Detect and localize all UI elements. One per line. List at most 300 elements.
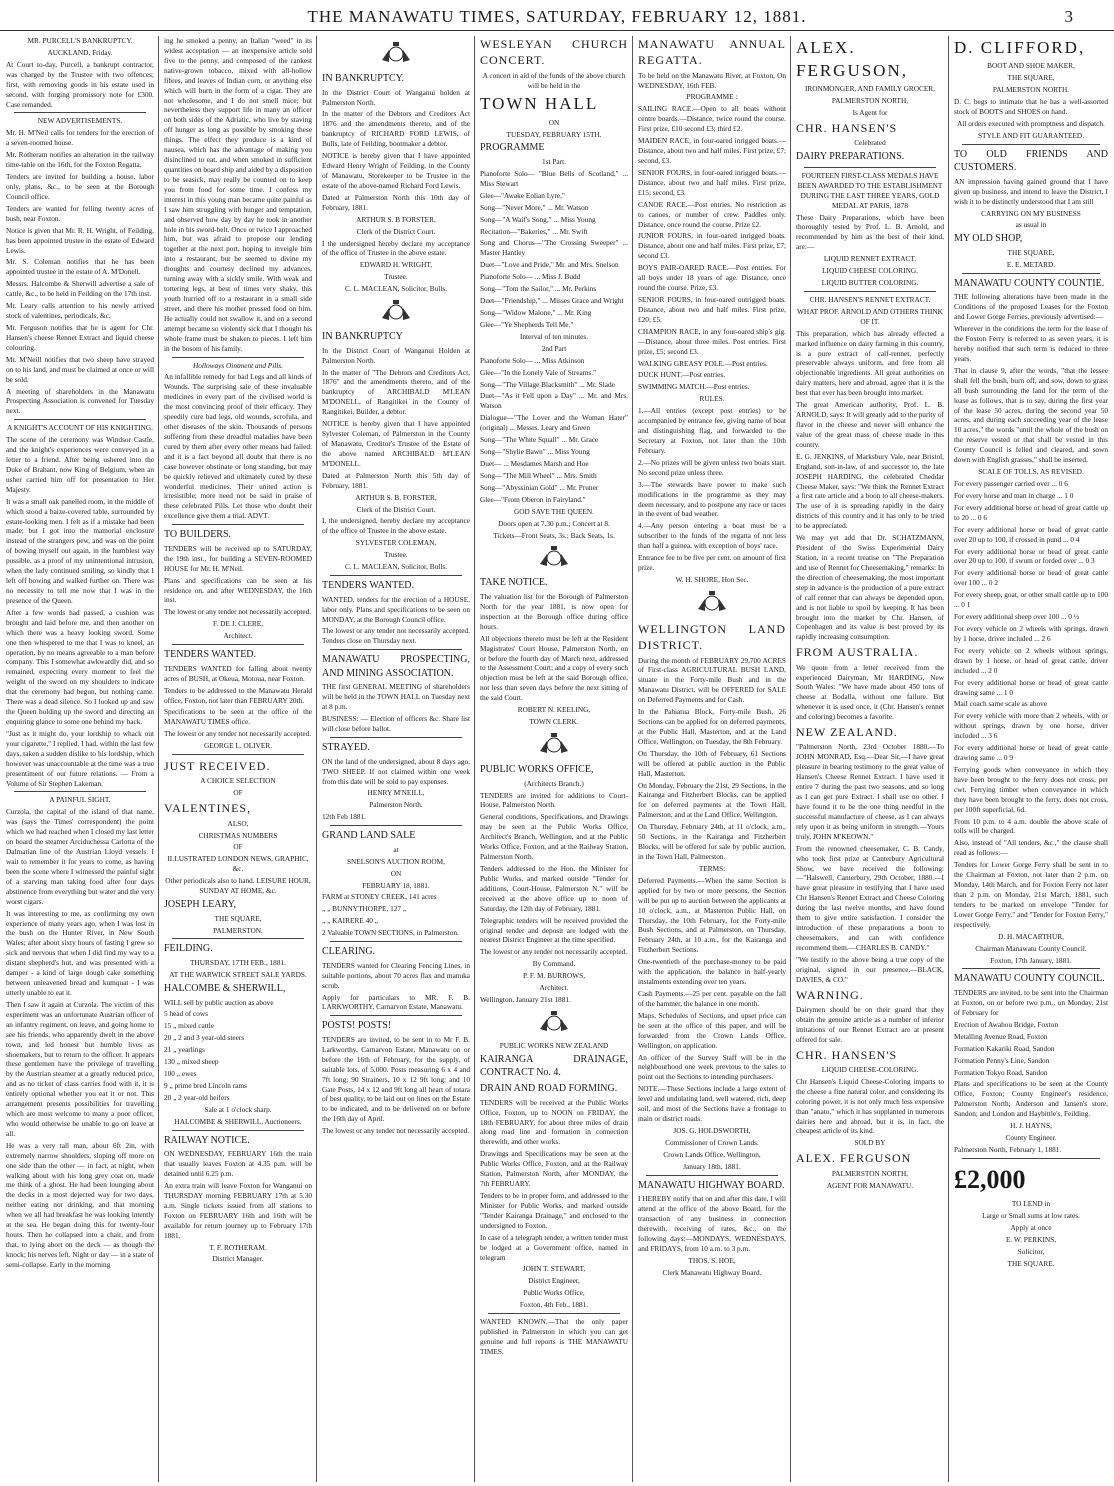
signature: ARTHUR S. B. FORSTER, <box>355 492 437 502</box>
ad-body: Maps, Schedules of Sections, and upset price can be seen at the office of this paper, and will be forwarded from the Crown Lands Office, Wellington, on application. <box>638 1010 786 1050</box>
ad-line: AT THE WARWICK STREET SALE YARDS. <box>169 969 307 979</box>
ad-heading: D. CLIFFORD, <box>954 38 1086 57</box>
ad-body: One-twentieth of the purchase-money to be paid with the application, the balance in half-yearly instalments extending over ten years. <box>638 957 786 987</box>
ad-heading: TENDERS WANTED. <box>322 580 415 592</box>
divider <box>330 737 462 738</box>
article-body: After a few words had passed, a cushion was brought and laid before me, and then another on which there was a heavy looking sword. Some one then whispered to me that I was to kneel, an operation, by no means agreeable to a man before company. This I somewhat awkwardly did, and so remained, expecting every moment to feel the weight of the sword on my shoulders to indicate that the ceremony had begun, but nothing came. There was a dead silence. So I looked up and saw the Queen holding up the sword and directing an enquiring glance to some one behind my back. <box>6 607 154 726</box>
list-item: Song—"The White Squall" ... Mr. Grace <box>480 435 599 445</box>
ad-line: SOLD BY <box>854 1138 886 1148</box>
list-item: SAILING RACE.—Open to all boats without centre boards.—Distance, twice round the course. First prize, £10 second £3; third £2. <box>638 104 786 134</box>
list-item: For every additional horse or head of great cattle drawing same ... 0 9 <box>954 743 1108 763</box>
ad-body: To be held on the Manawatu River, at Foxton, On WEDNESDAY, 16th FEB. <box>638 70 786 90</box>
column-rule <box>632 36 633 1482</box>
signature: District Manager. <box>212 1254 264 1264</box>
list-item: JUNIOR FOURS, in four-oared inrigged boats. Distance, about one and half miles. First prize, £7; second £3. <box>638 231 786 261</box>
list-item: Pianoforte Solo— "Blue Bells of Scotland," ... Miss Stewart <box>480 168 628 188</box>
ad-body: On Thursday, the 10th of February, 61 Sections will be offered at public auction in the Public Hall, Masterton. <box>638 748 786 778</box>
ad-body: On Monday, February the 21st, 29 Sections, in the Kairanga and Fitzherbert Blocks, can be applied for on deferred payments at the Town Hall, Palmerston, and at the Land Office, Wellington. <box>638 780 786 820</box>
royal-crest-icon <box>534 731 574 759</box>
ad-heading: CLEARING. <box>322 946 376 958</box>
signature: EDWARD H. WRIGHT, <box>359 260 433 270</box>
list-item: Pianoforte Solo— ... Miss J. Budd <box>480 272 581 282</box>
ad-line: THURSDAY, 17TH FEB., 1881. <box>190 958 286 968</box>
royal-crest-icon <box>376 298 416 326</box>
signature: P. F. M. BURROWS, <box>522 971 586 981</box>
ad-body: Chr Hansen's Liquid Cheese-Coloring imparts to the cheese a fine natural color, and considering its coloring power, it is not only much less expensive than "anato," which it has supplanted in numerous dairies here and abroad, but it is, in fact, the cheapest article of its kind. <box>796 1076 944 1136</box>
ad-line: TUESDAY, FEBRUARY 15TH. <box>506 129 602 139</box>
ad-body: NOTICE is hereby given that I have appointed Edward Henry Wright of Feilding, in the County of Manawatu, Storekeeper to be Trustee in the estate of the above-named Richard Ford Lewis. <box>322 151 470 190</box>
ad-body: Drawings and Specifications may be seen at the Public Works Office, Foxton, and at the Railway Station, Palmerston North, after MONDAY, the 7th FEBRUARY. <box>480 1149 628 1189</box>
list-item: Song—"Shylie Bawn" ... Miss Young <box>480 447 590 457</box>
list-item: FARM at STONEY CREEK, 141 acres <box>322 892 437 902</box>
signature: C. L. MACLEAN, Solicitor, Bulls. <box>344 284 448 294</box>
list-item: For every additional horse or head of great cattle over 100 ... 0 2 <box>954 568 1108 588</box>
ad-heading: MANAWATU COUNTY COUNCIL. <box>954 973 1105 985</box>
ad-heading: CHR. HANSEN'S <box>796 120 898 135</box>
divider <box>14 791 146 792</box>
page-number: 3 <box>1064 7 1074 26</box>
signature: HENRY M'NEILL, <box>367 788 425 798</box>
ad-heading: DAIRY PREPARATIONS. <box>796 151 905 163</box>
column-rule <box>158 36 159 1482</box>
signature: Architect. <box>539 983 569 993</box>
signature: D. H. MACARTHUR, <box>998 931 1064 941</box>
list-item: Glee—"From Oberon in Fairyland." <box>480 494 586 504</box>
ad-line: All orders executed with promptness and dispatch. <box>957 118 1105 128</box>
divider <box>804 291 936 292</box>
ad-body: The valuation list for the Borough of Palmerston North for the year 1881, is now open for inspection at the Borough office during office hours. <box>480 592 628 631</box>
ad-body: During the month of FEBRUARY 29,700 ACRES of First-class AGRICULTURAL BUSH LAND, situate in the Forty-mile Bush and in the Manawatu District, will be OFFERED for SALE on Deferred Payments and for Cash. <box>638 655 786 705</box>
list-item: Song and Chorus—"The Crossing Sweeper" ... Master Hantley <box>480 238 628 258</box>
ad-heading: TO BUILDERS. <box>164 529 232 541</box>
signature: Clerk of the District Court. <box>356 226 436 236</box>
ad-line: (Architects Branch.) <box>524 778 584 788</box>
list-item: SENIOR FOURS, in four-oared outrigged boats. Distance, about two and half miles. First prize, £20; £5. <box>638 294 786 324</box>
ad-line: A concert in aid of the funds of the above church will be held in the <box>482 70 626 90</box>
ad-body: These Dairy Preparations, which have been thoroughly tested by Prof. L. B. Arnold, and recommended by him as the best of their kind, are:— <box>796 212 944 252</box>
ad-body: Tenders to be addressed to the Manawatu Herald office, Foxton, not later than FEBRUARY 20th. <box>164 685 312 705</box>
list-item: Formation Tokyo Road, Sandon <box>954 1067 1048 1077</box>
list-item: For every vehicle on 2 wheels without springs, drawn by 1 horse, or head of great cattle, driver included ... 2 0 <box>954 645 1108 675</box>
ad-body: TENDERS will be received up to SATURDAY, the 19th inst., for building a SEVEN-ROOMED HOUSE for Mr. H. M'Neil. <box>164 543 312 573</box>
column-rule <box>790 36 791 1482</box>
divider <box>172 1130 304 1131</box>
list-item: Mail coach same scale as above <box>954 699 1047 709</box>
ad-line: as usual in <box>1015 220 1047 230</box>
list-item: Glee—"In the Lonely Vale of Streams." <box>480 367 597 377</box>
ad-line: FOURTEEN FIRST-CLASS MEDALS HAVE BEEN AWARDED TO THE ESTABLISHMENT DURING THE LAST THREE YEARS, GOLD MEDAL AT PARIS, 1878 <box>797 170 943 210</box>
section-heading: TERMS: <box>698 863 726 873</box>
divider <box>172 357 304 358</box>
ad-body: Dated at Palmerston North this 5th day of February, 1881. <box>322 470 470 490</box>
ad-body: E. G. JENKINS, of Marksbury Vale, near Bristol, England, son-in-law, of and successor to, the late JOSEPH HARDING, the celebrated Cheddar Cheese Maker, says: "We think the Rennet Extract a first rate article and a boon to all cheese-makers. The use of it is spreading rapidly in the dairy districts of this country and it has only to be tried to be appreciated. <box>796 451 944 531</box>
divider <box>330 825 462 826</box>
divider <box>804 167 936 168</box>
ad-line: PALMERSTON NORTH, <box>831 96 909 106</box>
ad-body: TENDERS are invited, to be sent in to Mr F. B. Larkworthy, Carnarvon Estate, Manawatu on or before the 16th of February, for the supply, of suitable lots, of 5,000. Posts measuring 6 x 4 and 7ft long; 90 Strainers, 10 x 12 9ft long; and 10 Gate Posts, 14 x 12 and 9ft long all heart of totara of best quality, to be laid out on lines on the Estate to be indicated, and to be delivered on or before the 16th day of April. <box>322 1034 470 1124</box>
ad-body: We quote from a letter received from the experienced Dairyman, Mr HARDING, New South Wales: "We have made about 450 tons of cheese at Bodalla, without one failure. But whenever it is used once, it (Chr. Hansen's rennet and coloring) becomes a favorite. <box>796 662 944 722</box>
divider <box>330 941 462 942</box>
ad-body: TENDERS are invited for additions to Court-House, Palmerston North. <box>480 790 628 810</box>
signature: C. L. MACLEAN, Solicitor, Bulls. <box>344 562 448 572</box>
list-item: CANOE RACE.—Post entries. No restriction as to canoes, or number of crew. Paddles only. Distance, once round the course. Prize £2. <box>638 199 786 229</box>
signature: Clerk Manawatu Highway Board. <box>662 1267 762 1277</box>
product-line: LIQUID CHEESE COLORING. <box>822 266 918 276</box>
article-body: The scene of the ceremony was Windsor Castle, and the knight's experiences were conveyed in a letter to a friend. After being ushered into the Duke of Brabant, now King of Belgium, when an usher carried him off for presentation to Her Majesty. <box>6 435 154 494</box>
ad-heading: PUBLIC WORKS OFFICE, <box>480 764 594 776</box>
news-item: Mr. Leary calls attention to his newly arrived stock of valentines, periodicals, &c. <box>6 301 154 321</box>
ad-body: Entrance fee to be five per cent. on amount of first prize. <box>638 553 786 573</box>
ad-body: Plans and specifications can be seen at his residence on, and after WEDNESDAY, the 16th inst. <box>164 575 312 605</box>
ad-line: STYLE AND FIT GUARANTEED. <box>977 130 1085 140</box>
ad-heading: ALEX. FERGUSON <box>796 1151 912 1166</box>
ad-line: Large or Small sums at low rates. <box>982 1211 1080 1221</box>
ad-date: Foxton, 4th Feb., 1881. <box>519 1300 589 1310</box>
ad-body: WANTED, tenders for the erection of a HOUSE, labor only. Plans and specifications to be seen on MONDAY, at the Borough Council office. <box>322 594 470 624</box>
royal-crest-icon <box>534 544 574 572</box>
section-heading: RULES. <box>699 394 725 404</box>
divider <box>330 575 462 576</box>
ad-line: Other periodicals also to hand. LEISURE HOUR, SUNDAY AT HOME, &c. <box>165 876 311 896</box>
divider <box>962 144 1100 145</box>
ad-heading: WARNING. <box>796 987 864 1002</box>
list-item: Glee—"Awake Eolian Lyre," <box>480 190 565 200</box>
ad-heading: WESLEYAN CHURCH CONCERT. <box>480 37 628 68</box>
signature: GEORGE L. OLIVER. <box>203 741 273 751</box>
news-item: A meeting of shareholders in the Manawatu Prospecting Association is convened for Tuesday next. <box>6 386 154 416</box>
list-item: Recitation—"Bakeries," ... Mr. Swift <box>480 226 588 236</box>
ad-body: From 10 p.m. to 4 a.m. double the above scale of tolls will be charged. <box>954 816 1108 836</box>
list-item: 20 „ 2 year-old heifers <box>164 1092 230 1102</box>
ad-body: Also, instead of "All tenders, &c.," the clause shall read as follows:— <box>954 838 1108 858</box>
list-item: For every passenger carried over ... 0 6 <box>954 478 1068 488</box>
ad-body: The great American authority, Prof. L. B. ARNOLD, says: It will greatly add to the purity of flavor in the cheese and never will enhance the value of the great mass of cheese made in this country. <box>796 400 944 449</box>
ad-line: Apply at once <box>1010 1223 1052 1233</box>
ad-heading: WELLINGTON LAND DISTRICT. <box>638 621 786 653</box>
ad-line: LIQUID CHEESE-COLORING. <box>821 1064 919 1074</box>
ad-date: Foxton, 17th January, 1881. <box>990 955 1072 965</box>
ad-body: 4.—Any person entering a boat must be a subscriber to the funds of the regatta of not less than half a guinea, with exception of boys' race. <box>638 521 786 551</box>
ad-body: I the undersigned hereby declare my acceptance of the office of Trustee in the above estate. <box>322 238 470 258</box>
ad-date: January 18th, 1881. <box>683 1161 741 1171</box>
list-item: For every horse and man in charge ... 1 0 <box>954 490 1074 500</box>
list-item: WALKING GREASY POLE.—Post entries. <box>638 358 768 368</box>
ad-body: Dairymen should be on their guard that they obtain the genuine article as a number of inferior imitations of our Rennet Extract are at present offered for sale. <box>796 1004 944 1044</box>
ad-body: In the District Court of Wanganui holden at Palmerston North. <box>322 87 470 107</box>
column-6 <box>796 36 944 1482</box>
list-item: 2 Valuable TOWN SECTIONS, in Palmerston. <box>322 928 459 938</box>
signature: T. F. ROTHERAM. <box>209 1242 267 1252</box>
masthead <box>0 4 1114 31</box>
divider <box>172 754 304 755</box>
divider <box>330 649 462 650</box>
ad-body: Cash Payments.—25 per cent. payable on the fall of the hammer, the balance in one month. <box>638 989 786 1008</box>
ad-body: ON the land of the undersigned, about 8 days ago, TWO SHEEP. If not claimed within one week from this date will be sold to pay expenses. <box>322 756 470 786</box>
article-body: Curzola, the capital of the island of that name, was (says the Times' correspondent) the point which we had reached when I closed my last letter on board the steamer Arciduchessa Carlotta of the Dalmatian line of the Austrian Lloyd vessels. I wait to remember it for years to come, as having been the scene where I witnessed the painful sight of a starving man taking food after four days abstinence from everything but water and the very worst cigars. <box>6 807 154 906</box>
ad-body: This preparation, which has already effected a marked influence on dairy farming in this country, is a pure extract of calf-rennet, perfectly preservable always uniform, and free from all objectionable ingredients. All great authorities on dairy matters, here and abroad, agree that it is the best that ever has been brought into market. <box>796 328 944 398</box>
ad-body: We may yet add that Dr. SCHATZMANN, President of the Swiss Experimental Dairy Station, in a recent treatise on "The Preparation and use of Rennet for Cheesemaking," remarks: In the direction of cheesemaking, the most important step in advance is the production of a pure extract of calf rennet that can always be depended upon, and is not liable to spoil by keeping. It has been brought into the market by Chr. Hansen, of Copenhagen and its value is best proved by its rapidly increasing consumption. <box>796 533 944 642</box>
article-heading: MR. PURCELL'S BANKRUPTCY. <box>27 36 133 45</box>
ad-heading: IN BANKRUPTCY. <box>322 73 405 84</box>
ad-line: WHAT PROF. ARNOLD AND OTHERS THINK OF IT. <box>797 306 943 326</box>
signature: Commissioner of Crown Lands. <box>665 1137 759 1147</box>
ad-body: NOTE.—These Sections include a large extent of level and undulating land, well watered, rich, deep soil, and most of the Sections have a frontage to main or district roads. <box>638 1084 786 1124</box>
ad-line: CHRISTMAS NUMBERS <box>198 830 278 840</box>
ad-line: BOOT AND SHOE MAKER, <box>987 61 1075 71</box>
signature: Crown Lands Office, Wellington, <box>663 1149 761 1159</box>
news-item: Notice is given that Mr. R. H. Wright, of Feilding, has been appointed trustee in the estate of Edward Lewis. <box>6 225 154 255</box>
ad-line: 1st Part. <box>542 157 566 167</box>
ad-body: An extra train will leave Foxton for Wanganui on THURSDAY morning FEBRUARY 17th at 5.30 a.m. Single tickets issued from all stations to Foxton on FEBRUARY 16th and 16th will be available for return journey up to February 17th 1881. <box>164 1181 312 1240</box>
column-3 <box>322 36 470 1482</box>
news-item: Mr. S. Coleman notifies that he has been appointed trustee in the estate of A. M'Donell. <box>6 257 154 277</box>
ad-heading: FEILDING. <box>164 943 213 955</box>
ad-line: Is Agent for <box>852 108 888 118</box>
ad-date: 12th Feb 1881. <box>322 812 366 822</box>
ad-heading: MANAWATU COUNTY COUNTIE. <box>954 277 1105 289</box>
ad-line: Sale at 1 o'clock sharp. <box>204 1104 272 1114</box>
section-heading: SCALE OF TOLLS, AS REVISED. <box>978 467 1084 477</box>
list-item: 21 „ yearlings <box>164 1045 205 1055</box>
signature: THE SQUARE. <box>1007 1258 1055 1268</box>
article-body: It was a small oak panelled room, in the middle of which stood a baize-covered table, surrounded by estate-looking men. I felt as if a mistake had been made; but I got into the mamorial enclosure instead of the strangers pew, and was on the point of bowing myself out again, in the humblest way possible, as a proof of my unintentional intrusion, when the lady continued smiling, so kindly that I left off bowing and walked further on. There was no necessity to tell me now that I was in the presence of the Queen. <box>6 496 154 605</box>
ad-line: TO LEND in <box>1011 1199 1051 1209</box>
signature: W. H. SHORE, Hon Sec. <box>675 574 749 584</box>
ad-line: ON <box>548 117 560 127</box>
divider <box>172 938 304 939</box>
dateline: AUCKLAND, Friday. <box>47 47 113 57</box>
divider <box>488 1313 620 1314</box>
signature: Clerk of the District Court. <box>356 504 436 514</box>
ad-body: WANTED KNOWN.—That the only paper published in Palmerston in which you can get genuine and full reports is THE MANAWATU TIMES. <box>480 1317 628 1356</box>
ad-body: TENDERS WANTED for falling about twenty acres of BUSH, at Okeua, Motoua, near Foxton. <box>164 663 312 683</box>
ad-heading: GRAND LAND SALE <box>322 830 416 842</box>
list-item: Song—"A Waif's Song," ... Miss Young <box>480 214 596 224</box>
article-body: He was a very tall man, about 6ft 2in, with extremely narrow shoulders, sloping off more on one side than the other — in fact, at night, when walking about with his long grey coat on, made me think of a ghost. He had been lounging about the decks in a most dejected way for two days, neither eating nor drinking, and that morning when we all had breakfast he was looking intently at the sea. He began doing this for twenty-four hours. Then he collapsed into a chair, and from that, to lying abort on the deck — as though the knock; his nerves left. Night or day — in a state of semi-collapse. Early in the morning <box>6 1140 154 1269</box>
ad-body: Dated at Palmerston North this 10th day of February, 1881. <box>322 192 470 212</box>
article-body: ing he smoked a penny, an Italian "weed" in its widest acceptation — an inexpensive article sold five to the penny, and composed of the rankest native-grown tobacco, mixed with all-hollow fibres, and leaves of Indian corn, or anything else which will burn in the form of a cigar. They are not wholesome, and I do not smell mice; but nevertheless they support life in many an officer on both sides of the Adriatic, who live by staving off hunger as long as possible by smoking these things. The effect they produce is a kind of nausea, which has the advantage of making you disinclined to eat, and when smoked in sufficient quantities on board ship and aided by a disposition to be seasick, may really be counted on to keep you from food for some time. I confess my interest in this young man became quite painful as I saw him struggling with hunger and temptation, and observed how day by day he took in another hole in his sword-belt. Once or twice I approached him, but was afraid to propose our lending together at the next port, hoping to inveigle him into a restaurant, but he seemed to divine my thoughts and courtesy declined my advances, turning away with a sickly smile. With weak and tottering legs, at best of times very shaky, this youth hurried off to a restaurant in a small side street, and there his mother pressed food on him. He actually could not swallow it, and on a second attempt became so violently sick that I thought his whole frame must be shaken to pieces. I left him in the bosom of his family. <box>164 36 312 353</box>
signature: SYLVESTER COLEMAN, <box>355 538 437 548</box>
article-body: At Court to-day, Purcell, a bankrupt contractor, was charged by the Trustee with two offences; first, with removing goods in his estate used in second, with forging promissory note for £300. Case remanded. <box>6 59 154 109</box>
ad-heading: RAILWAY NOTICE. <box>164 1134 250 1146</box>
ad-body: In the matter of "The Debtors and Creditors Act, 1876" and the amendments thereto, and of the bankruptcy of ARCHIBALD M'LEAN M'DONELL, of Rangitikei in the County of Rangitikei, Builder, a debtor. <box>322 367 470 417</box>
ad-heading: IN BANKRUPTCY <box>322 331 403 343</box>
ad-heading: NEW ZEALAND. <box>796 725 898 740</box>
ad-body: Tenders addressed to the Hon. the Minister for Public Works, and marked outside "Tender for additions, Court-House, Palmerston N." will be received at the above office up to noon of Saturday, the 12th day of February, 1881. <box>480 863 628 913</box>
article-body: It was interesting to me, as confirming my own experience of many years ago, when I was lost in the bush on the Hunter River, in New South Wales; after about sixty hours of fasting I grew so sick and nervous that when I did find my way to a distant shepherd's hut, and was presented with a damper - a kind of large dough cake something between unleavened bread and kumquat - I was utterly unable to eat it. <box>6 908 154 997</box>
ad-body: The lowest or any tender not necessarily accepted. <box>322 1126 470 1136</box>
list-item: Duet—"Friendship," ... Misses Grace and Wright <box>480 296 624 306</box>
royal-crest-icon <box>534 1009 574 1037</box>
signature: F. DE J. CLERE, <box>212 619 264 629</box>
article-body: Then I saw it again at Curzola. The victim of this experiment was an unfortunate Austrian officer of an infantry regiment, on leave, and going home to see his friends, who apparently dwelt in the above town, and led honest but humble lives as shoemakers, but to return to the officer. It appears these gentlemen have the privilege of travelling by the Austrian steamer at a greatly reduced price, and as no ticket of class carries food with it, it is entirely optional whether you eat it or not. This arrangement presents possibilities for travelling which are most welcome to many a poor officer, who would otherwise be unable to go on leave at all. <box>6 999 154 1138</box>
ad-body: I HEREBY notify that on and after this date, I will attend at the office of the above Board, for the transaction of any business in connection therewith, receiving of rates, &c., on the following days:—MONDAYS, WEDNESDAYS, and FRIDAYS, from 10 a.m. to 3 p.m. <box>638 1194 786 1253</box>
ad-line: Celebrated <box>854 138 886 148</box>
list-item: Formation Penny's Line, Sandon <box>954 1055 1050 1065</box>
ad-body: That in clause 9, after the words, "that the lessee shall fell the bush, burn off, and sow, down to grass all bush surrounding the land for the term of the lease as follows, that is to say, during the first year of the lease 50 acres, during the second year 50 acres, and during each succeeding year of the lease 10 acres," the words "until the whole of the bush on the reserve vested or that shall be vested in this County Council is felled and cleared, and sown down with English grasses," shall be inserted. <box>954 365 1108 465</box>
ad-name: JOSEPH LEARY, <box>164 899 237 911</box>
ad-body: "We testify to the above being a true copy of the original, signed in our presence.—BLACK, DAVIES, & CO." <box>796 954 944 984</box>
list-item: Formation Kakariki Road, Sandon <box>954 1043 1055 1053</box>
ad-body: In the District Court of Wanganui Holden at Palmerston North. <box>322 345 470 365</box>
ad-body: BUSINESS: — Election of officers &c. Share list will close before ballot. <box>322 714 470 734</box>
signature: H. J. HAYNS, <box>1010 1121 1052 1131</box>
column-rule <box>948 36 949 1482</box>
ad-body: 1.—All entries (except post entries) to be accompanied by entrance fee, giving name of boat and distinguishing flag, and forwarded to the Secretary at Foxton, not later than the 10th February. <box>638 406 786 455</box>
list-item: 20 „ 2 and 3 year-old steers <box>164 1033 245 1043</box>
ad-heading: MANAWATU ANNUAL REGATTA. <box>638 37 786 68</box>
ad-body: Specifications to be seen at the office of the MANAWATU TIMES office. <box>164 707 312 727</box>
ad-line: PALMERSTON NORTH, <box>831 1168 909 1178</box>
divider <box>962 273 1100 274</box>
list-item: SENIOR FOURS, in four-oared inrigged boats.—Distance, about two and half miles. First prize, £15; second, £3. <box>638 167 786 197</box>
list-item: Song—"Never More," ... Mr. Watson <box>480 202 589 212</box>
ad-body: TENDERS wanted for Clearing Fencing Lines, in suitable portions, about 70 acres flax and manuka scrub. <box>322 960 470 990</box>
ad-line: OF <box>233 788 243 798</box>
ad-line: AGENT FOR MANAWATU. <box>826 1180 914 1190</box>
section-heading: NEW ADVERTISEMENTS. <box>37 116 123 126</box>
ad-line: SNELSON'S AUCTION ROOM, <box>346 856 445 866</box>
ad-body: The lowest or any tender not necessarily accepted. <box>164 607 312 617</box>
ad-heading: PUBLIC WORKS NEW ZEALAND <box>499 1040 609 1050</box>
list-item: Pianoforte Solo— ... Miss Atkinson <box>480 355 585 365</box>
signature: Trustee. <box>384 272 408 282</box>
divider <box>172 644 304 645</box>
ad-line: FEBRUARY 18, 1881. <box>362 880 430 890</box>
list-item: For every sheep, goat, or other small cattle up to 100 ... 0 1 <box>954 590 1108 610</box>
ad-body: TENDERS are invited, to be sent into the Chairman at Foxton, on or before two p.m., on Monday, 21st of February for <box>954 988 1108 1017</box>
ad-body: Ferrying goods when conveyance in which they have been brought to the ferry does not cross, per cwt. Ferrying timber when conveyance in which they have been brought to the ferry, does not cross, per 100ft superficial, 6d. <box>954 764 1108 814</box>
signature: By Command. <box>532 959 576 969</box>
ad-line: 2nd Part <box>541 343 567 353</box>
signature: TOWN CLERK. <box>529 717 579 727</box>
signature: JOHN T. STEWART, <box>522 1264 586 1274</box>
news-item: Tenders are invited for building a house, labor only, plans, &c., to be seen at the Borough Council office. <box>6 172 154 201</box>
ad-body: Wherever in the conditions the term for the lease of the Foxton Ferry is referred to as seven years, it is hereby notified that such term is reduced to three years. <box>954 324 1108 363</box>
column-4 <box>480 36 628 1482</box>
column-1 <box>6 36 154 1482</box>
ad-line: VALENTINES, <box>164 801 252 816</box>
ad-body: Apply for particulars to MR. F. B. LARKWORTHY, Carnarvon Estate, Manawatu. <box>322 992 470 1012</box>
ad-heading: Holloways Ointment and Pills. <box>193 360 283 370</box>
ad-body: The lowest or any tender not necessarily accepted. <box>164 729 312 739</box>
ad-body: TENDERS will be received at the Public Works Office, Foxton, up to NOON on FRIDAY, the 18th FEBRUARY, for about three miles of drain along road line and formation in connection therewith, and other works. <box>480 1097 628 1147</box>
ad-heading: TO OLD FRIENDS AND CUSTOMERS. <box>954 148 1108 174</box>
ad-line: TOWN HALL <box>480 94 599 114</box>
ad-line: ALSO, <box>227 818 249 828</box>
signature: ARTHUR S. B FORSTER, <box>356 214 436 224</box>
list-item: GOD SAVE THE QUEEN. <box>514 506 594 516</box>
list-item: „ „ KAIRERE 40 „ <box>322 916 378 926</box>
product-line: LIQUID RENNET EXTRACT. <box>823 254 917 264</box>
news-item: Mr. Ferguson notifies that he is agent for Chr. Hansen's cheese Rennet Extract and liquid cheese colouring. <box>6 322 154 352</box>
column-2 <box>164 36 312 1482</box>
ad-body: WILL sell by public auction as above <box>164 997 274 1007</box>
divider <box>330 1015 462 1016</box>
signature: HALCOMBE & SHERWILL, Auctioneers. <box>174 1116 302 1126</box>
news-item: Mr. H. M'Neil calls for tenders for the erection of a seven-roomed house. <box>6 128 154 148</box>
signature: E. E. METARD. <box>1006 259 1056 269</box>
list-item: Duet— ... Mesdames Marsh and Hoe <box>480 458 589 468</box>
list-item: Song—"Tom the Sailor," ... Mr. Perkins <box>480 284 597 294</box>
divider <box>646 1175 778 1176</box>
ad-body: An officer of the Survey Staff will be in the neighbourhood one week previous to the sales to point out the Sections to intending purchasers. <box>638 1052 786 1082</box>
column-rule <box>474 36 475 1482</box>
divider <box>962 1158 1100 1159</box>
list-item: Duet—"Love and Pride," Mr. and Mrs. Snelson <box>480 260 619 270</box>
ad-line: at <box>393 844 399 854</box>
signature: Chairman Manawatu County Council. <box>975 943 1087 953</box>
ad-date: Palmerston North, February 1, 1881. <box>954 1144 1062 1154</box>
ad-heading: POSTS! POSTS! <box>322 1020 392 1032</box>
article-heading: A PAINFUL SIGHT. <box>49 795 111 805</box>
ad-body: Tenders to be in proper form, and addressed to the Minister for Public Works, and marked outside "Tender Kairanga Drainage," and enclosed to the undersigned to Foxton. <box>480 1190 628 1230</box>
list-item: Song—"The Village Blacksmith" ... Mr. Slade <box>480 379 615 389</box>
article-body: "Just as it might do, your lordship to whack out your cigarette," I replied. I had, within the last few days, taken a sudden dislike to his lordship, which however was unaccountable at the time was a true presentiment of our future relations. — From a Volume of Sir Stephen Lakeman. <box>6 728 154 788</box>
section-heading: PROGRAMME <box>480 142 545 154</box>
list-item: „ „ BUNNYTHORPE, 127 „ <box>322 904 407 914</box>
ad-body: General conditions, Specifications, and Drawings may be seen at the Public Works Office, Architect's Branch, Wellington, and at the Public Works Office, Foxton, and at the Railway Station, Palmerston North. <box>480 812 628 862</box>
ad-body: Tenders for Lower Gorge Ferry shall be sent in to the Chairman at Foxton, not later than 2 p.m. on Monday, 14th March, and for Foxton Ferry not later than 2 p.m. on Monday, 21st March, 1881, such tenders to be marked on envelope "Tender for Lower Gorge Ferry," and "Tender for Foxton Ferry," respectively. <box>954 860 1108 929</box>
signature: District Engineer, <box>528 1276 580 1286</box>
list-item: BOYS PAIR-OARED RACE.—Post entries. For all boys under 18 years of age. Distance, once round the course. Prize, £3. <box>638 263 786 293</box>
list-item: 100 „ ewes <box>164 1069 197 1079</box>
signature: E. W. PERKINS, <box>1005 1235 1057 1245</box>
ad-date: Wellington, January 21st 1881. <box>480 995 571 1005</box>
ad-heading: DRAIN AND ROAD FORMING. <box>480 1083 618 1095</box>
ad-body: 2.—No prizes will be given unless two boats start. No second prize unless three. <box>638 457 786 477</box>
ad-body: AN impression having gained ground that I have given up business, and intend to leave the District, I wish it to be distinctly understood that I am still <box>954 176 1108 206</box>
column-5 <box>638 36 786 1482</box>
ad-heading: MANAWATU PROSPECTING, AND MINING ASSOCIATION. <box>322 654 470 679</box>
list-item: Glee—"Ye Shepherds Tell Me." <box>480 319 574 329</box>
ad-line: OF <box>233 842 243 852</box>
ad-heading: MANAWATU HIGHWAY BOARD. <box>638 1179 785 1191</box>
ad-body: THE first GENERAL MEETING of shareholders will be held in the TOWN HALL on Tuesday next at 8 p.m. <box>322 682 470 712</box>
ad-line: ILLUSTRATED LONDON NEWS, GRAPHIC, &c. <box>167 854 309 874</box>
ad-line: THE SQUARE, <box>214 913 262 923</box>
list-item: Duet—"As it Fell upon a Day" ... Mr. and Mrs. Watson <box>480 391 628 411</box>
ad-body: An infallible remedy for bad Legs and all kinds of Wounds. The surprising sale of these invaluable medicines in every part of the civilised world is the most convincing proof of their efficacy. They speedily cure bad legs, old wounds, scrofula, and other diseases of the skin. Thousands of persons suffering from these dreadful maladies have been cured by them after every other means had failed: and it is a fact beyond all doubt that there is no case however obstinate or long standing, but may be quickly relieved and ultimately cured by these wonderful medicines. Their united action is irresistible; more need not be said in praise of these celebrated Pills. Let those who doubt their excellence give them a trial. ADVT. <box>164 372 312 521</box>
ad-body: The lowest or any tender not necessarily accepted. Tenders close on Thursday next. <box>322 626 470 646</box>
article-heading: A KNIGHT'S ACCOUNT OF HIS KNIGHTING. <box>7 423 153 433</box>
list-item: DUCK HUNT.—Post entries. <box>638 370 726 380</box>
ad-body: "Palmerston North, 23rd October 1880.—To JOHN MONRAD, Esq.—Dear Sir,—I have great pleasure in bearing testimony to the great value of Hansen's Cheese Rennet Extract. I have used it entire 7 during the past two seasons, and so long as I can get pure Extract. I shall use no other. I have found it to be the one thing needful in the successful manufacture of cheese, as I can always rely upon it as being uniform in strength.—Yours truly, JOHN M'KEOWN." <box>796 742 944 841</box>
ad-heading: FROM AUSTRALIA. <box>796 645 919 660</box>
signature: Public Works Office, <box>523 1288 585 1298</box>
list-item: For every additional horse or head of great cattle drawing same ... 1 0 <box>954 677 1108 697</box>
ad-body: D. C. begs to intimate that he has a well-assorted stock of BOOTS and SHOES on hand. <box>954 96 1108 116</box>
list-item: Erection of Awahou Bridge, Foxton <box>954 1019 1059 1029</box>
ad-heading: STRAYED. <box>322 742 370 754</box>
list-item: CHAMPION RACE, in any four-oared ship's gig.—Distance, about three miles. Post entries. First prize, £5; second £3. <box>638 326 786 356</box>
ad-heading: ALEX. FERGUSON, <box>796 38 908 81</box>
ad-body: 3.—The stewards have power to make such modifications in the programme as they may deem necessary, and to postpone any race or races in the event of bad weather. <box>638 479 786 519</box>
ad-heading: TAKE NOTICE. <box>480 577 548 589</box>
ad-heading: TENDERS WANTED. <box>164 649 257 661</box>
divider <box>172 524 304 525</box>
ad-body: NOTICE is hereby given that I have appointed Sylvester Coleman, of Palmerston in the County of Manawatu, Creditor's Trustee of the Estate of the above named ARCHIBALD M'LEAN M'DONELL. <box>322 419 470 468</box>
list-item: MAIDEN RACE, in four-oared inrigged boats.—Distance, about two and half miles. First prize, £7; second, £3. <box>638 136 786 165</box>
ad-body: In case of a telegraph tender, a written tender must be lodged at a Government office, named in telegram <box>480 1232 628 1262</box>
ad-line: CARRYING ON MY BUSINESS <box>981 208 1081 218</box>
list-item: 5 head of cows <box>164 1009 208 1019</box>
news-item: Mr. M'Neill notifies that two sheep have strayed on to his land, and must be claimed at once or will be sold. <box>6 354 154 384</box>
ad-body: Plans and specifications to be seen at the County Office, Foxton; County Engineer's residence, Palmerston North; Anderson and Jansen's store, Sandon; and London and Haybittle's, Feilding. <box>954 1079 1108 1119</box>
column-7 <box>954 36 1108 1482</box>
ad-body: From the renowned cheesemaker, C. B. Candy, who took first prize at Canterbury Agricultural Show, we have received the following:—"Halswell, Canterbury, 29th October, 1880.—I have great pleasure in testifying that I have used Chr Hansen's Rennet Extract and Cheese Coloring during the last twelve months, and have found them to give entire satisfaction. I consider the introduction of these preparations a boon to cheesemakers, and can with confidence recommend them.—CHARLES B. CANDY." <box>796 843 944 952</box>
royal-crest-icon <box>376 40 416 68</box>
